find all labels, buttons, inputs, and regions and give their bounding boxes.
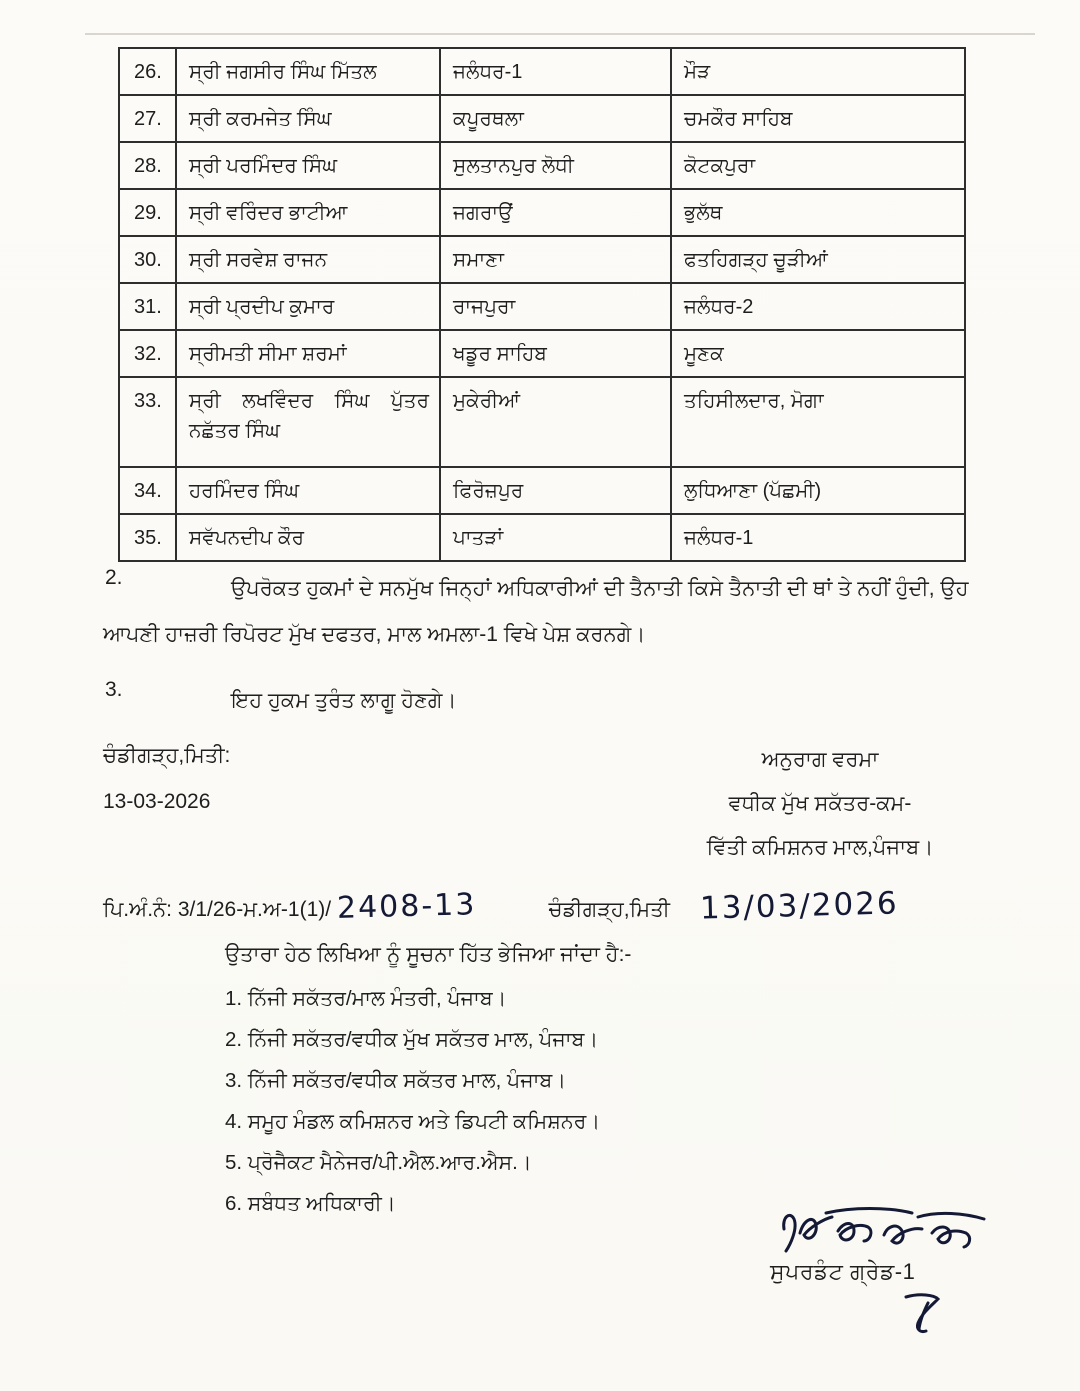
officer-name: ਸ੍ਰੀਮਤੀ ਸੀਮਾ ਸ਼ਰਮਾਂ	[177, 331, 441, 376]
recipient-list	[225, 978, 1023, 1224]
table-row	[120, 284, 964, 331]
row-number: 31.	[120, 284, 177, 329]
table-row	[120, 143, 964, 190]
ref-number-handwritten: 2408-13	[336, 887, 477, 926]
officer-name: ਹਰਮਿੰਦਰ ਸਿੰਘ	[177, 468, 441, 513]
paragraph-text: ਇਹ ਹੁਕਮ ਤੁਰੰਤ ਲਾਗੂ ਹੋਣਗੇ।	[231, 689, 457, 712]
table-row	[120, 515, 964, 560]
officer-name: ਸ੍ਰੀ ਕਰਮਜੇਤ ਸਿੰਘ	[177, 96, 441, 141]
endorsement-intro: ਉਤਾਰਾ ਹੇਠ ਲਿਖਿਆ ਨੂੰ ਸੂਚਨਾ ਹਿੱਤ ਭੇਜਿਆ ਜਾਂਦਾ ਹੈ:-	[225, 943, 632, 966]
officer-name: ਸ੍ਰੀ ਲਖਵਿੰਦਰ ਸਿੰਘ ਪੁੱਤਰ ਨਛੱਤਰ ਸਿੰਘ	[177, 378, 441, 466]
posting-from: ਸਮਾਣਾ	[441, 237, 672, 282]
row-number: 29.	[120, 190, 177, 235]
footer-signature-block	[770, 1205, 1000, 1335]
table-row	[120, 96, 964, 143]
paragraph-2	[103, 566, 993, 658]
paragraph-number: 3.	[105, 678, 123, 701]
posting-from: ਮੁਕੇਰੀਆਂ	[441, 378, 672, 466]
posting-from: ਸੁਲਤਾਨਪੁਰ ਲੋਧੀ	[441, 143, 672, 188]
endorsement-place-date-label: ਚੰਡੀਗੜ੍ਹ,ਮਿਤੀ	[548, 898, 670, 921]
posting-from: ਜਲੰਧਰ-1	[441, 49, 672, 94]
posting-to: ਕੋਟਕਪੁਰਾ	[684, 155, 756, 177]
order-date: 13-03-2026	[103, 790, 211, 813]
table-row	[120, 331, 964, 378]
footer-designation: ਸੁਪਰਡੰਟ ਗ੍ਰੇਡ-1	[770, 1259, 916, 1284]
officer-name: ਸ੍ਰੀ ਜਗਸੀਰ ਸਿੰਘ ਮਿੱਤਲ	[177, 49, 441, 94]
row-number: 33.	[120, 378, 177, 466]
row-number: 30.	[120, 237, 177, 282]
row-number: 32.	[120, 331, 177, 376]
endorsement-date-handwritten: 13/03/2026	[699, 885, 900, 927]
posting-from: ਪਾਤੜਾਂ	[441, 515, 672, 560]
posting-to: ਜਲੰਧਰ-1	[684, 527, 754, 549]
scan-artifact-line	[85, 33, 1035, 35]
recipient-item: 1. ਨਿੱਜੀ ਸਕੱਤਰ/ਮਾਲ ਮੰਤਰੀ, ਪੰਜਾਬ।	[225, 987, 507, 1010]
row-number: 34.	[120, 468, 177, 513]
handwritten-signature-scrawl	[780, 1205, 990, 1257]
signatory-title-line1: ਵਧੀਕ ਮੁੱਖ ਸਕੱਤਰ-ਕਮ-	[728, 792, 912, 815]
endorsement-section	[103, 885, 1023, 1224]
row-number: 26.	[120, 49, 177, 94]
posting-to: ਮੂਣਕ	[684, 343, 724, 365]
posting-to: ਤਹਿਸੀਲਦਾਰ, ਮੋਗਾ	[684, 390, 824, 412]
order-paragraphs	[103, 566, 993, 744]
table-row	[120, 468, 964, 515]
signatory-title-line2: ਵਿੱਤੀ ਕਮਿਸ਼ਨਰ ਮਾਲ,ਪੰਜਾਬ।	[706, 836, 934, 859]
recipient-item: 4. ਸਮੂਹ ਮੰਡਲ ਕਮਿਸ਼ਨਰ ਅਤੇ ਡਿਪਟੀ ਕਮਿਸ਼ਨਰ।	[225, 1110, 601, 1133]
officer-name: ਸ੍ਰੀ ਸਰਵੇਸ਼ ਰਾਜਨ	[177, 237, 441, 282]
dateline-block	[103, 733, 230, 825]
signatory-block	[660, 738, 980, 870]
posting-to: ਚਮਕੌਰ ਸਾਹਿਬ	[684, 108, 793, 130]
transfer-table	[118, 47, 966, 562]
row-number: 27.	[120, 96, 177, 141]
recipient-item: 6. ਸਬੰਧਤ ਅਧਿਕਾਰੀ।	[225, 1192, 396, 1215]
table-row	[120, 378, 964, 468]
posting-from: ਜਗਰਾਉਂ	[441, 190, 672, 235]
posting-to: ਭੁਲੱਥ	[684, 202, 723, 224]
recipient-item: 2. ਨਿੱਜੀ ਸਕੱਤਰ/ਵਧੀਕ ਮੁੱਖ ਸਕੱਤਰ ਮਾਲ, ਪੰਜਾਬ।	[225, 1028, 599, 1051]
posting-from: ਫਿਰੋਜ਼ਪੁਰ	[441, 468, 672, 513]
posting-to: ਜਲੰਧਰ-2	[684, 296, 754, 318]
paragraph-3	[103, 678, 993, 724]
recipient-item: 3. ਨਿੱਜੀ ਸਕੱਤਰ/ਵਧੀਕ ਸਕੱਤਰ ਮਾਲ, ਪੰਜਾਬ।	[225, 1069, 567, 1092]
posting-from: ਖਡੂਰ ਸਾਹਿਬ	[441, 331, 672, 376]
officer-name: ਸ੍ਰੀ ਪ੍ਰਦੀਪ ਕੁਮਾਰ	[177, 284, 441, 329]
table-row	[120, 190, 964, 237]
posting-from: ਰਾਜਪੁਰਾ	[441, 284, 672, 329]
posting-from: ਕਪੂਰਥਲਾ	[441, 96, 672, 141]
officer-name: ਸ੍ਰੀ ਪਰਮਿੰਦਰ ਸਿੰਘ	[177, 143, 441, 188]
place-label: ਚੰਡੀਗੜ੍ਹ,ਮਿਤੀ:	[103, 744, 231, 767]
table-row	[120, 49, 964, 96]
recipient-item: 5. ਪ੍ਰੋਜੈਕਟ ਮੈਨੇਜਰ/ਪੀ.ਐਲ.ਆਰ.ਐਸ.।	[225, 1151, 532, 1174]
row-number: 35.	[120, 515, 177, 560]
endorsement-ref-line	[103, 885, 1023, 927]
signatory-name: ਅਨੁਰਾਗ ਵਰਮਾ	[761, 748, 879, 771]
officer-name: ਸਵੱਪਨਦੀਪ ਕੌਰ	[177, 515, 441, 560]
posting-to: ਮੌੜ	[684, 61, 711, 83]
paragraph-text: ਉਪਰੋਕਤ ਹੁਕਮਾਂ ਦੇ ਸਨਮੁੱਖ ਜਿਨ੍ਹਾਂ ਅਧਿਕਾਰੀਆਂ ਦੀ ਤੈਨਾਤੀ ਕਿਸੇ ਤੈਨਾਤੀ ਦੀ ਥਾਂ ਤੇ ਨਹੀਂ ਹੁੰਦੀ, ਉਹ ਆਪਣੀ ਹਾਜ਼ਰੀ ਰਿਪੋਰਟ ਮੁੱਖ ਦਫਤਰ, ਮਾਲ ਅਮਲਾ-1 ਵਿਖੇ ਪੇਸ਼ ਕਰਨਗੇ।	[103, 577, 969, 646]
row-number: 28.	[120, 143, 177, 188]
officer-name: ਸ੍ਰੀ ਵਰਿੰਦਰ ਭਾਟੀਆ	[177, 190, 441, 235]
handwritten-flourish-mark	[898, 1291, 944, 1335]
posting-to: ਲੁਧਿਆਣਾ (ਪੱਛਮੀ)	[684, 480, 822, 502]
paragraph-number: 2.	[105, 566, 123, 589]
ref-prefix: ਪਿ.ਅੰ.ਨੰ: 3/1/26-ਮ.ਅ-1(1)/	[103, 898, 332, 921]
table-row	[120, 237, 964, 284]
posting-to: ਫਤਹਿਗੜ੍ਹ ਚੂੜੀਆਂ	[684, 249, 828, 271]
